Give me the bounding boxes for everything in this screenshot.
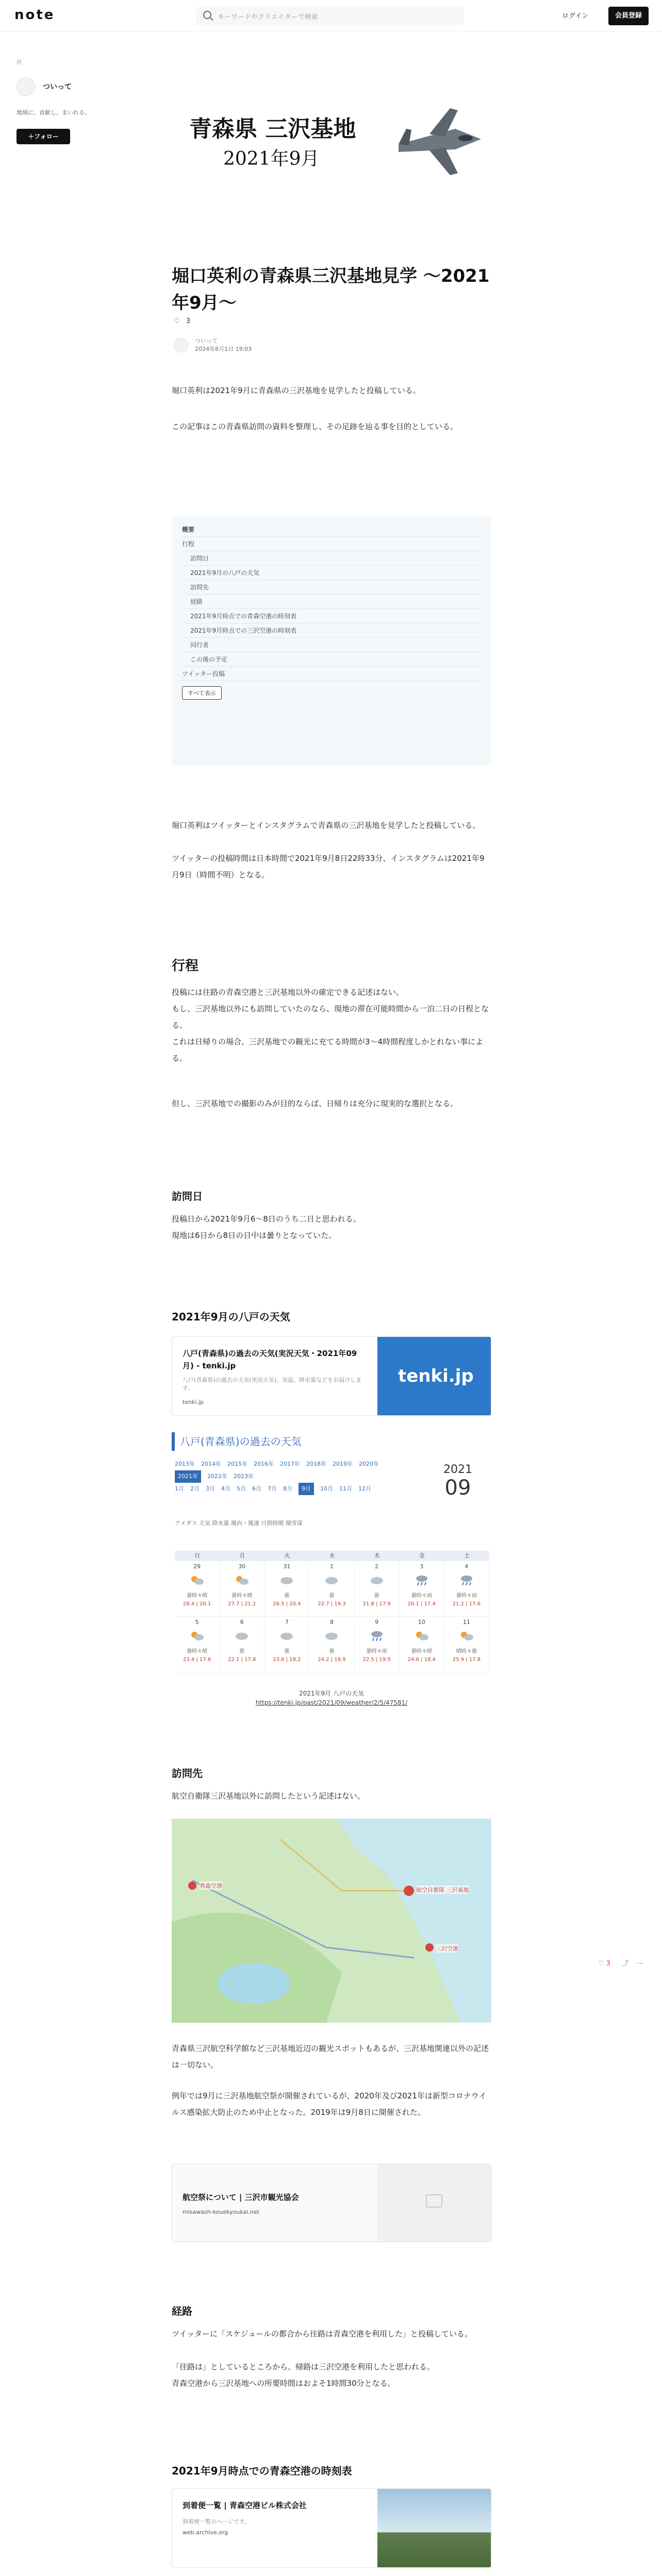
summary-paragraph-1: 堀口英利はツイッターとインスタグラムで青森県の三沢基地を見学したと投稿している。 [172, 821, 481, 830]
map-graphic [172, 1819, 491, 2023]
route-paragraph-3: 青森空港から三沢基地への所要時間はおよそ1時間30分となる。 [172, 2379, 395, 2388]
visit-place-paragraph-2: 青森県三沢航空科学館など三沢基地近辺の観光スポットもあるが、三沢基地関連以外の記述は一切ない。 [172, 2044, 489, 2070]
like-count: 3 [186, 317, 191, 325]
tenki-link-card[interactable] [172, 1336, 491, 1416]
temperature: 25.9 | 17.8 [452, 1657, 481, 1663]
weekday-header: 日 [194, 1552, 201, 1559]
map-label-misawa-airport: 三沢空港 [436, 1945, 458, 1952]
toc-item[interactable]: 経路 [182, 595, 481, 609]
section-heading-route: 経路 [172, 2305, 192, 2317]
tenki-card-url: tenki.jp [183, 1399, 204, 1405]
tenki-thumb-text: tenki.jp [398, 1366, 474, 1386]
toc-item[interactable]: 訪問先 [182, 580, 481, 595]
misawa-card-url: misawash-kouekyoukai.net [183, 2209, 259, 2215]
itinerary-paragraph-1: 投稿には往路の青森空港と三沢基地以外の確定できる記述はない。 [172, 988, 404, 997]
weather-widget [172, 1432, 491, 1685]
year-display: 2021 [443, 1463, 472, 1476]
calendar-day [264, 1617, 309, 1672]
day-number: 4 [465, 1563, 469, 1570]
cloud-icon [279, 1574, 294, 1586]
table-of-contents [172, 515, 491, 766]
visit-place-paragraph: 航空自衛隊三沢基地以外に訪問したという記述はない。 [172, 1791, 366, 1801]
temperature: 22.7 | 19.3 [318, 1601, 346, 1607]
weather-label: 曇時々雨 [411, 1593, 432, 1599]
misawa-card-thumbnail [377, 2164, 491, 2242]
toc-item[interactable]: この後の予定 [182, 652, 481, 667]
year-option[interactable]: 2013年 [175, 1461, 195, 1467]
post-date: 2024年8月1日 19:03 [195, 346, 252, 352]
day-number: 29 [193, 1563, 201, 1570]
sun-cloud-icon [415, 1630, 429, 1641]
weather-label: 曇時々晴 [231, 1593, 253, 1599]
visit-place-paragraph-3: 例年では9月に三沢基地航空祭が開催されているが、2020年及び2021年は新型コロナウイルス感染拡大防止のため中止となった。2019年は9月8日に開催された。 [172, 2091, 487, 2117]
summary-paragraph-2: ツイッターの投稿時間は日本時間で2021年9月8日22時33分、インスタグラムは2021年9月9日（時間不明）となる。 [172, 854, 485, 879]
month-option[interactable]: 7月 [268, 1485, 277, 1492]
day-number: 7 [285, 1619, 289, 1625]
itinerary-paragraph-2: もし、三沢基地以外にも訪問していたのなら、現地の滞在可能時間から一泊二日の日程となる。 [172, 1004, 489, 1030]
cloud-icon [370, 1574, 384, 1586]
floating-like-count: 3 [606, 1960, 611, 1968]
calendar-day [355, 1617, 400, 1672]
month-option[interactable]: 2月 [190, 1485, 200, 1492]
rain-icon [415, 1574, 429, 1586]
creator-bio: 地域に、貢献し、まいれる。 [16, 109, 90, 116]
weather-label: 晴時々曇 [456, 1649, 477, 1654]
weather-label: 曇 [239, 1649, 245, 1654]
creator-name[interactable]: ついって [43, 83, 72, 91]
aomori-arrival-card-title[interactable]: 到着便一覧 | 青森空港ビル株式会社 [183, 2501, 307, 2510]
weekday-header: 火 [284, 1552, 290, 1559]
calendar-day [355, 1561, 400, 1616]
author-name[interactable]: ついって [195, 337, 218, 344]
year-option[interactable]: 2019年 [333, 1461, 353, 1467]
month-option[interactable]: 1月 [175, 1485, 184, 1492]
cloud-icon [324, 1630, 339, 1641]
month-option[interactable]: 9月 [299, 1483, 314, 1495]
day-number: 30 [238, 1563, 246, 1570]
article-title: 堀口英利の青森県三沢基地見学 〜2021年9月〜 [172, 266, 490, 313]
toc-item[interactable]: 同行者 [182, 638, 481, 652]
weather-label: 曇 [374, 1593, 379, 1599]
tenki-card-title[interactable]: 八戸(青森県)の過去の天気(実況天気・2021年09月) - tenki.jp [183, 1349, 357, 1370]
rain-icon [370, 1630, 384, 1641]
calendar-day [220, 1561, 264, 1616]
year-option[interactable]: 2022年 [207, 1473, 227, 1480]
profile-label: 社 [16, 59, 22, 65]
section-heading-aomori-timetable: 2021年9月時点での青森空港の時刻表 [172, 2465, 352, 2477]
calendar-day [264, 1561, 309, 1616]
route-paragraph-1: ツイッターに「スケジュールの都合から往路は青森空港を利用した」と投稿している。 [172, 2329, 473, 2338]
note-logo[interactable]: note [14, 7, 55, 23]
toc-item[interactable]: 2021年9月時点での三沢空港の時刻表 [182, 623, 481, 638]
month-option[interactable]: 12月 [358, 1485, 371, 1492]
month-display: 09 [444, 1476, 471, 1500]
weather-label: 曇時々雨 [366, 1649, 387, 1654]
day-number: 1 [329, 1563, 334, 1570]
sun-cloud-icon [190, 1574, 204, 1586]
area-map[interactable] [172, 1819, 491, 2023]
year-option[interactable]: 2014年 [201, 1461, 221, 1467]
floating-heart-icon[interactable]: ♡ [598, 1960, 604, 1968]
rain-icon [459, 1574, 474, 1586]
toc-item[interactable]: 概要 [182, 522, 481, 537]
temperature: 20.1 | 17.4 [407, 1601, 436, 1607]
weather-label: 曇時々晴 [411, 1649, 432, 1654]
temperature: 24.6 | 18.4 [407, 1657, 436, 1663]
intro-paragraph-2: この記事はこの青森県訪問の資料を整理し、その足跡を辿る事を目的としている。 [172, 422, 458, 431]
temperature: 24.2 | 18.9 [318, 1657, 346, 1663]
hero-subtitle: 2021年9月 [223, 148, 320, 170]
airplane-photo [377, 2489, 491, 2567]
weather-label: 曇時々晴 [187, 1649, 208, 1654]
year-option[interactable]: 2017年 [280, 1461, 300, 1467]
year-option[interactable]: 2023年 [234, 1473, 254, 1480]
calendar-day [444, 1561, 489, 1616]
calendar-day [400, 1561, 444, 1616]
calendar-day [400, 1617, 444, 1672]
signup-button[interactable]: 会員登録 [608, 7, 649, 25]
search-box[interactable] [196, 6, 464, 26]
search-placeholder: キーワードやクリエイターで検索 [218, 13, 318, 21]
weather-heading: 八戸(青森県)の過去の天気 [172, 1432, 491, 1451]
cloud-icon [279, 1630, 294, 1641]
toc-item[interactable]: 訪問日 [182, 551, 481, 566]
month-option[interactable]: 8月 [283, 1485, 292, 1492]
weather-label: 曇 [284, 1649, 290, 1654]
calendar-day [220, 1617, 264, 1672]
month-option[interactable]: 3月 [206, 1485, 215, 1492]
year-option[interactable]: 2021年 [175, 1470, 201, 1483]
weather-label: 曇 [329, 1593, 335, 1599]
toc-show-all-button[interactable]: すべて表示 [182, 686, 222, 700]
share-icon[interactable]: ⤴ [622, 1960, 629, 1968]
toc-item[interactable]: ツイッター投稿 [182, 667, 481, 681]
like-counter[interactable] [174, 317, 190, 325]
section-heading-weather: 2021年9月の八戸の天気 [172, 1311, 290, 1323]
tenki-card-description: 八戸(青森県)の過去の天気(実況天気)、気温、降水量などをお届けします。 [183, 1377, 362, 1392]
day-number: 5 [195, 1619, 199, 1625]
day-number: 11 [462, 1619, 470, 1625]
misawa-link-card[interactable] [172, 2164, 491, 2242]
image-placeholder-icon [426, 2194, 442, 2208]
calendar-day [175, 1561, 220, 1616]
day-number: 9 [375, 1619, 379, 1625]
day-number: 3 [420, 1563, 424, 1570]
search-icon [203, 11, 211, 19]
section-heading-visit-place: 訪問先 [172, 1767, 203, 1780]
itinerary-paragraph-4: 但し、三沢基地での撮影のみが目的ならば、日帰りは充分に現実的な選択となる。 [172, 1099, 458, 1108]
hero-image [172, 93, 491, 191]
temperature: 21.8 | 17.9 [362, 1601, 391, 1607]
weather-caption [172, 1689, 491, 1707]
day-number: 8 [329, 1619, 334, 1625]
heart-icon[interactable]: ♡ [174, 317, 180, 325]
weather-label: 曇時々晴 [187, 1593, 208, 1599]
login-link[interactable]: ログイン [562, 12, 589, 20]
calendar-day [309, 1617, 354, 1672]
temperature: 22.1 | 17.8 [228, 1657, 256, 1663]
temperature: 22.5 | 19.5 [362, 1657, 391, 1663]
misawa-card-title[interactable]: 航空祭について | 三沢市観光協会 [183, 2193, 299, 2202]
visit-date-paragraph-1: 投稿日から2021年9月6〜8日のうち二日と思われる。 [172, 1214, 361, 1224]
year-selector [175, 1458, 417, 1495]
follow-button[interactable]: ＋フォロー [16, 129, 70, 144]
route-paragraph-2: 「往路は」としているところから、帰路は三沢空港を利用したと思われる。 [172, 2362, 435, 2371]
toc-item[interactable]: 2021年9月の八戸の天気 [182, 566, 481, 580]
sun-cloud-icon [459, 1630, 474, 1641]
weather-caption-title: 2021年9月 八戸の天気 [299, 1690, 364, 1697]
top-bar [0, 0, 662, 32]
calendar-day [175, 1617, 220, 1672]
weather-label: 曇 [284, 1593, 290, 1599]
map-label-aomori-airport: 青森空港 [200, 1883, 222, 1889]
day-number: 10 [418, 1619, 425, 1625]
month-option[interactable]: 5月 [237, 1485, 246, 1492]
map-label-misawa-base: 航空自衛隊 三沢基地 [416, 1887, 469, 1893]
more-icon[interactable]: ⋯ [637, 1960, 644, 1968]
weather-tabs[interactable]: アメダス 天気 降水量 風向・風速 日照時間 積雪深 [175, 1520, 303, 1527]
toc-item[interactable]: 2021年9月時点での青森空港の時刻表 [182, 609, 481, 623]
date-display [429, 1463, 486, 1500]
month-option[interactable]: 6月 [252, 1485, 261, 1492]
sun-cloud-icon [190, 1630, 204, 1641]
aomori-arrival-card-url: web.archive.org [183, 2529, 228, 2536]
section-heading-visit-date: 訪問日 [172, 1190, 203, 1202]
temperature: 26.5 | 20.4 [273, 1601, 301, 1607]
calendar-day [444, 1617, 489, 1672]
weekday-header: 土 [464, 1552, 470, 1559]
month-option[interactable]: 4月 [221, 1485, 230, 1492]
author-avatar[interactable] [174, 338, 188, 352]
creator-profile [16, 58, 130, 144]
author-line [174, 337, 252, 353]
temperature: 27.7 | 21.2 [228, 1601, 256, 1607]
tenki-card-thumbnail [377, 1337, 491, 1415]
month-option[interactable]: 10月 [320, 1485, 333, 1492]
sun-cloud-icon [235, 1574, 249, 1586]
visit-date-paragraph-2: 現地は6日から8日の日中は曇りとなっていた。 [172, 1231, 337, 1240]
day-number: 2 [375, 1563, 379, 1570]
toc-item[interactable]: 行程 [182, 537, 481, 551]
weather-label: 曇 [329, 1649, 335, 1654]
weather-label: 曇時々雨 [456, 1593, 477, 1599]
weekday-header: 水 [329, 1552, 335, 1559]
cloud-icon [235, 1630, 249, 1641]
year-option[interactable]: 2016年 [254, 1461, 274, 1467]
aomori-arrival-card-description: 到着便一覧のページです。 [183, 2518, 250, 2525]
weather-calendar [175, 1551, 489, 1672]
section-heading-itinerary: 行程 [172, 958, 199, 974]
temperature: 21.2 | 17.6 [452, 1601, 481, 1607]
day-number: 6 [240, 1619, 244, 1625]
weekday-header: 月 [239, 1552, 245, 1559]
intro-paragraph-1: 堀口英利は2021年9月に青森県の三沢基地を見学したと投稿している。 [172, 386, 421, 395]
year-option[interactable]: 2015年 [227, 1461, 247, 1467]
weather-caption-url[interactable]: https://tenki.jp/past/2021/09/weather/2/5/47581/ [255, 1699, 408, 1706]
floating-actions [598, 1958, 643, 1968]
calendar-day [309, 1561, 354, 1616]
weekday-header: 木 [374, 1552, 380, 1559]
cloud-icon [324, 1574, 339, 1586]
temperature: 23.6 | 18.2 [273, 1657, 301, 1663]
month-option[interactable]: 11月 [339, 1485, 352, 1492]
year-option[interactable]: 2020年 [359, 1461, 379, 1467]
temperature: 23.4 | 17.6 [183, 1657, 211, 1663]
day-number: 31 [283, 1563, 291, 1570]
fighter-jet-icon [393, 103, 486, 180]
year-option[interactable]: 2018年 [306, 1461, 326, 1467]
aomori-arrival-card[interactable] [172, 2488, 491, 2568]
hero-title: 青森県 三沢基地 [189, 116, 356, 142]
avatar[interactable] [16, 77, 35, 96]
itinerary-paragraph-3: これは日帰りの場合、三沢基地での観光に充てる時間が3〜4時間程度しかとれない事による。 [172, 1037, 484, 1063]
weekday-header: 金 [419, 1552, 425, 1559]
temperature: 28.4 | 20.1 [183, 1601, 211, 1607]
